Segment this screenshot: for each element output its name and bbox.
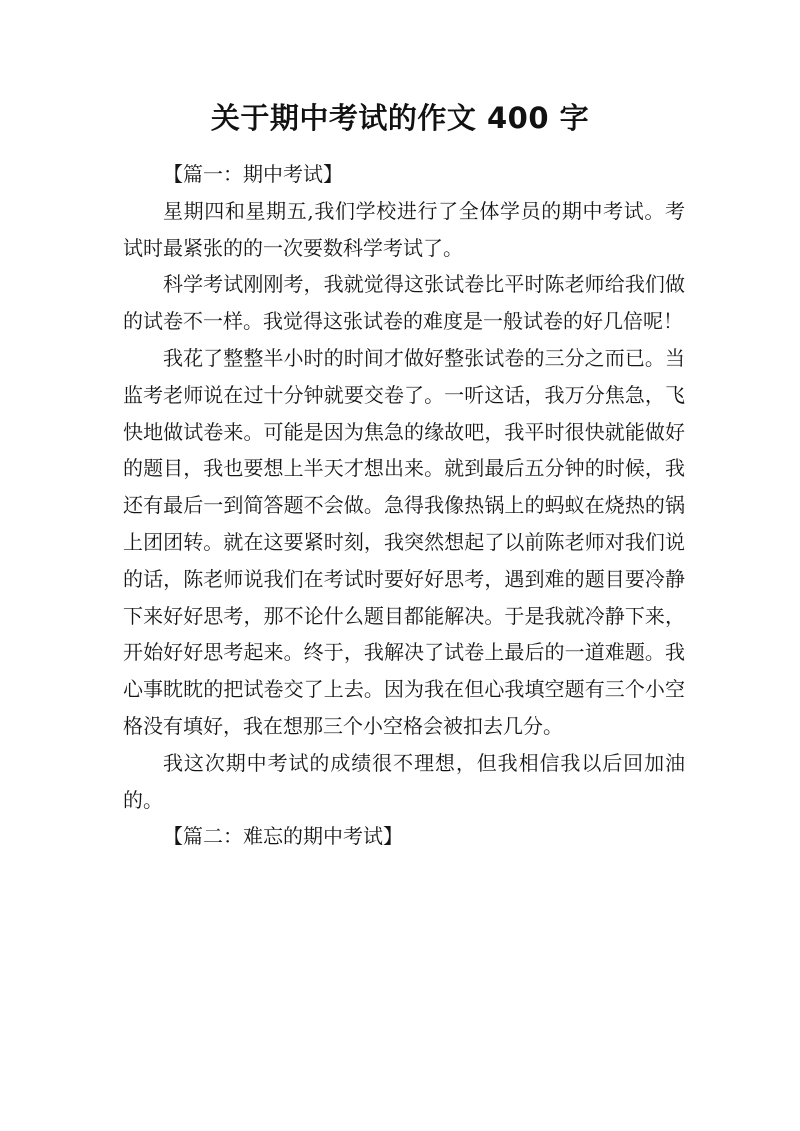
paragraph-1: 星期四和星期五,我们学校进行了全体学员的期中考试。考试时最紧张的的一次要数科学考试了。	[123, 198, 685, 260]
paragraph-2: 科学考试刚刚考，我就觉得这张试卷比平时陈老师给我们做的试卷不一样。我觉得这张试卷的难度是一般试卷的好几倍呢！	[123, 272, 685, 334]
section-heading-1: 【篇一：期中考试】	[163, 162, 343, 186]
paragraph-3: 我花了整整半小时的时间才做好整张试卷的三分之而已。当监考老师说在过十分钟就要交卷了。一听这话，我万分焦急，飞快地做试卷来。可能是因为焦急的缘故吧，我平时很快就能做好的题目，我也要想上半天才想出来。就到最后五分钟的时候，我还有最后一到简答题不会做。急得我像热锅上的蚂蚁在烧热的锅上团团转。就在这要紧时刻，我突然想起了以前陈老师对我们说的话，陈老师说我们在考试时要好好思考，遇到难的题目要冷静下来好好思考，那不论什么题目都能解决。于是我就冷静下来，开始好好思考起来。终于，我解决了试卷上最后的一道难题。我心事眈眈的把试卷交了上去。因为我在但心我填空题有三个小空格没有填好，我在想那三个小空格会被扣去几分。	[123, 345, 685, 738]
document-title: 关于期中考试的作文 400 字	[210, 101, 590, 135]
paragraph-4: 我这次期中考试的成绩很不理想，但我相信我以后回加油的。	[123, 750, 685, 812]
section-heading-2: 【篇二：难忘的期中考试】	[163, 824, 403, 849]
document-body	[123, 156, 685, 855]
